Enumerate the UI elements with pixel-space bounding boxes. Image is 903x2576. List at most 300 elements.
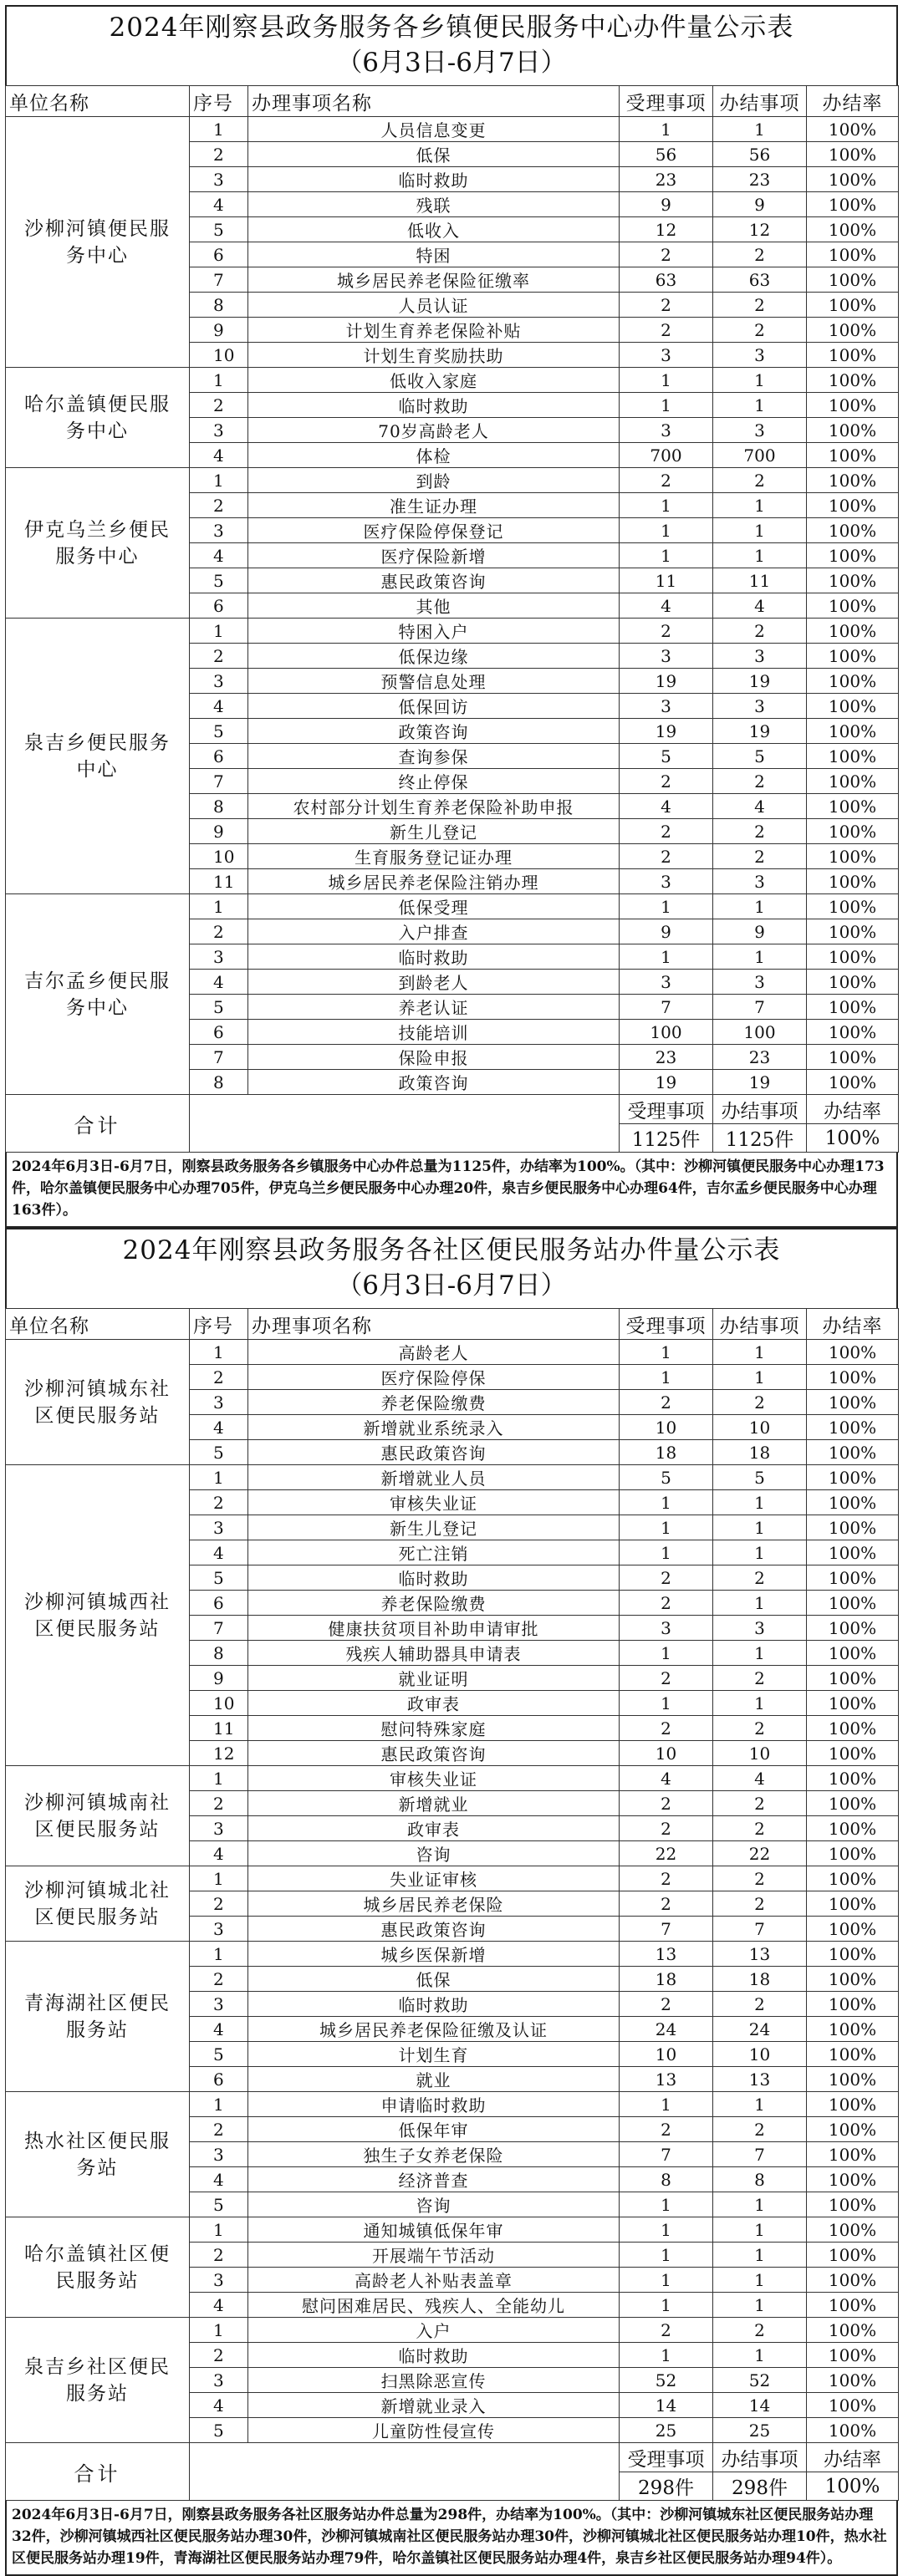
completion-rate: 100% [807, 2368, 899, 2393]
item-name: 养老保险缴费 [248, 1390, 620, 1415]
completion-rate: 100% [807, 2418, 899, 2443]
received-count: 10 [620, 1741, 713, 1766]
seq-number: 8 [190, 293, 248, 318]
item-name: 城乡居民养老保险征缴率 [248, 267, 620, 293]
seq-number: 9 [190, 318, 248, 343]
received-count: 10 [620, 2042, 713, 2067]
done-count: 3 [713, 694, 807, 719]
seq-number: 4 [190, 2167, 248, 2192]
unit-name: 沙柳河镇城南社区便民服务站 [6, 1766, 190, 1866]
total-received: 298件 [620, 2472, 713, 2501]
item-name: 人员信息变更 [248, 117, 620, 142]
seq-number: 3 [190, 2368, 248, 2393]
seq-number: 5 [190, 568, 248, 593]
received-count: 2 [620, 2117, 713, 2142]
done-count: 2 [713, 318, 807, 343]
total-done-header: 办结事项 [713, 1095, 807, 1124]
seq-number: 4 [190, 1415, 248, 1440]
completion-rate: 100% [807, 869, 899, 894]
done-count: 19 [713, 1070, 807, 1095]
done-count: 1 [713, 368, 807, 393]
seq-number: 1 [190, 117, 248, 142]
item-name: 申请临时救助 [248, 2092, 620, 2117]
done-count: 4 [713, 1766, 807, 1791]
item-name: 审核失业证 [248, 1766, 620, 1791]
item-name: 政策咨询 [248, 1070, 620, 1095]
completion-rate: 100% [807, 242, 899, 267]
item-name: 新增就业系统录入 [248, 1415, 620, 1440]
item-name: 入户排查 [248, 919, 620, 944]
received-count: 1 [620, 2092, 713, 2117]
done-count: 2 [713, 1390, 807, 1415]
completion-rate: 100% [807, 2293, 899, 2318]
completion-rate: 100% [807, 819, 899, 844]
done-count: 9 [713, 192, 807, 217]
done-count: 2 [713, 468, 807, 493]
completion-rate: 100% [807, 468, 899, 493]
received-count: 1 [620, 543, 713, 568]
completion-rate: 100% [807, 719, 899, 744]
seq-number: 2 [190, 2243, 248, 2268]
item-name: 准生证办理 [248, 493, 620, 518]
done-count: 2 [713, 242, 807, 267]
item-name: 城乡居民养老保险征缴及认证 [248, 2017, 620, 2042]
completion-rate: 100% [807, 1967, 899, 1992]
received-count: 1 [620, 1540, 713, 1565]
item-name: 低收入家庭 [248, 368, 620, 393]
header-item: 办理事项名称 [248, 86, 620, 117]
seq-number: 5 [190, 719, 248, 744]
item-name: 残疾人辅助器具申请表 [248, 1641, 620, 1666]
completion-rate: 100% [807, 1415, 899, 1440]
unit-name: 沙柳河镇城东社区便民服务站 [6, 1340, 190, 1465]
item-name: 低保 [248, 1967, 620, 1992]
done-count: 1 [713, 2268, 807, 2293]
received-count: 1 [620, 2268, 713, 2293]
received-count: 2 [620, 819, 713, 844]
received-count: 1 [620, 1641, 713, 1666]
seq-number: 10 [190, 844, 248, 869]
summary-note: 2024年6月3日-6月7日，刚察县政务服务各社区服务站办件总量为298件，办结率为100%。（其中：沙柳河镇城东社区便民服务站办理32件，沙柳河镇城西社区便民服务站办理30件，沙柳河镇城南社区便民服务站办理30件，沙柳河镇城北社区便民服务站办理10件，热水社区便民服务站办理19件，青海湖社区便民服务站办理79件，哈尔盖镇社区便民服务站办理4件，泉吉乡社区便民服务站办理94件）。 [5, 2501, 898, 2576]
completion-rate: 100% [807, 593, 899, 619]
item-name: 新增就业人员 [248, 1465, 620, 1490]
received-count: 3 [620, 970, 713, 995]
received-count: 7 [620, 995, 713, 1020]
seq-number: 3 [190, 669, 248, 694]
done-count: 1 [713, 1490, 807, 1515]
seq-number: 6 [190, 1591, 248, 1616]
done-count: 3 [713, 343, 807, 368]
completion-rate: 100% [807, 1540, 899, 1565]
header-row [6, 1309, 899, 1340]
seq-number: 8 [190, 1641, 248, 1666]
done-count: 2 [713, 1816, 807, 1841]
completion-rate: 100% [807, 1591, 899, 1616]
done-count: 3 [713, 869, 807, 894]
received-count: 100 [620, 1020, 713, 1045]
table-row [6, 468, 899, 493]
received-count: 1 [620, 1340, 713, 1365]
seq-number: 3 [190, 1515, 248, 1540]
seq-number: 5 [190, 2192, 248, 2217]
seq-number: 3 [190, 1390, 248, 1415]
done-count: 3 [713, 1616, 807, 1641]
seq-number: 5 [190, 1565, 248, 1591]
item-name: 计划生育 [248, 2042, 620, 2067]
table-row [6, 1465, 899, 1490]
done-count: 1 [713, 518, 807, 543]
seq-number: 5 [190, 2418, 248, 2443]
received-count: 23 [620, 167, 713, 192]
received-count: 2 [620, 242, 713, 267]
received-count: 1 [620, 2243, 713, 2268]
section-subtitle: （6月3日-6月7日） [5, 45, 898, 85]
total-header-row [6, 2443, 899, 2472]
item-name: 儿童防性侵宣传 [248, 2418, 620, 2443]
seq-number: 7 [190, 1616, 248, 1641]
seq-number: 7 [190, 1045, 248, 1070]
completion-rate: 100% [807, 192, 899, 217]
item-name: 就业 [248, 2067, 620, 2092]
done-count: 1 [713, 2243, 807, 2268]
done-count: 19 [713, 669, 807, 694]
received-count: 1 [620, 368, 713, 393]
seq-number: 6 [190, 744, 248, 769]
done-count: 7 [713, 995, 807, 1020]
total-header-row [6, 1095, 899, 1124]
section-title: 2024年刚察县政务服务各社区便民服务站办件量公示表 [5, 1228, 898, 1268]
received-count: 2 [620, 1390, 713, 1415]
done-count: 7 [713, 1917, 807, 1942]
seq-number: 2 [190, 1791, 248, 1816]
completion-rate: 100% [807, 167, 899, 192]
received-count: 2 [620, 1591, 713, 1616]
completion-rate: 100% [807, 2167, 899, 2192]
item-name: 开展端午节活动 [248, 2243, 620, 2268]
completion-rate: 100% [807, 970, 899, 995]
received-count: 18 [620, 1440, 713, 1465]
seq-number: 9 [190, 819, 248, 844]
completion-rate: 100% [807, 2192, 899, 2217]
table-row [6, 1766, 899, 1791]
seq-number: 1 [190, 1465, 248, 1490]
received-count: 9 [620, 192, 713, 217]
received-count: 1 [620, 1691, 713, 1716]
seq-number: 7 [190, 769, 248, 794]
unit-name: 哈尔盖镇便民服务中心 [6, 368, 190, 468]
received-count: 2 [620, 1816, 713, 1841]
item-name: 低保受理 [248, 894, 620, 919]
section-subtitle: （6月3日-6月7日） [5, 1268, 898, 1308]
completion-rate: 100% [807, 1045, 899, 1070]
seq-number: 4 [190, 2393, 248, 2418]
done-count: 2 [713, 2117, 807, 2142]
completion-rate: 100% [807, 1942, 899, 1967]
header-rate: 办结率 [807, 1309, 899, 1340]
seq-number: 6 [190, 2067, 248, 2092]
seq-number: 8 [190, 1070, 248, 1095]
total-rate-header: 办结率 [807, 1095, 899, 1124]
received-count: 2 [620, 293, 713, 318]
done-count: 2 [713, 1866, 807, 1891]
received-count: 52 [620, 2368, 713, 2393]
seq-number: 3 [190, 518, 248, 543]
received-count: 2 [620, 844, 713, 869]
completion-rate: 100% [807, 2092, 899, 2117]
item-name: 特困入户 [248, 619, 620, 644]
done-count: 1 [713, 2293, 807, 2318]
received-count: 1 [620, 2343, 713, 2368]
completion-rate: 100% [807, 418, 899, 443]
seq-number: 2 [190, 644, 248, 669]
completion-rate: 100% [807, 2017, 899, 2042]
done-count: 2 [713, 1992, 807, 2017]
seq-number: 10 [190, 343, 248, 368]
item-name: 保险申报 [248, 1045, 620, 1070]
completion-rate: 100% [807, 142, 899, 167]
received-count: 2 [620, 2318, 713, 2343]
done-count: 3 [713, 418, 807, 443]
done-count: 1 [713, 543, 807, 568]
item-name: 计划生育奖励扶助 [248, 343, 620, 368]
received-count: 23 [620, 1045, 713, 1070]
received-count: 4 [620, 1766, 713, 1791]
received-count: 2 [620, 1565, 713, 1591]
seq-number: 3 [190, 418, 248, 443]
seq-number: 1 [190, 1942, 248, 1967]
completion-rate: 100% [807, 1917, 899, 1942]
done-count: 1 [713, 1365, 807, 1390]
unit-name: 泉吉乡便民服务中心 [6, 619, 190, 894]
item-name: 新增就业录入 [248, 2393, 620, 2418]
completion-rate: 100% [807, 2318, 899, 2343]
done-count: 2 [713, 769, 807, 794]
done-count: 2 [713, 1666, 807, 1691]
completion-rate: 100% [807, 1716, 899, 1741]
completion-rate: 100% [807, 493, 899, 518]
received-count: 1 [620, 944, 713, 970]
item-name: 终止停保 [248, 769, 620, 794]
completion-rate: 100% [807, 1490, 899, 1515]
unit-name: 沙柳河镇便民服务中心 [6, 117, 190, 368]
seq-number: 5 [190, 995, 248, 1020]
item-name: 政审表 [248, 1691, 620, 1716]
received-count: 1 [620, 2192, 713, 2217]
received-count: 22 [620, 1841, 713, 1866]
received-count: 1 [620, 493, 713, 518]
done-count: 56 [713, 142, 807, 167]
seq-number: 4 [190, 192, 248, 217]
seq-number: 11 [190, 869, 248, 894]
done-count: 1 [713, 2192, 807, 2217]
done-count: 24 [713, 2017, 807, 2042]
completion-rate: 100% [807, 1365, 899, 1390]
done-count: 2 [713, 1791, 807, 1816]
completion-rate: 100% [807, 1791, 899, 1816]
table-row [6, 2318, 899, 2343]
completion-rate: 100% [807, 1070, 899, 1095]
header-done: 办结事项 [713, 86, 807, 117]
received-count: 24 [620, 2017, 713, 2042]
item-name: 惠民政策咨询 [248, 1917, 620, 1942]
total-rate: 100% [807, 2472, 899, 2501]
table-row [6, 1942, 899, 1967]
completion-rate: 100% [807, 443, 899, 468]
completion-rate: 100% [807, 995, 899, 1020]
received-count: 5 [620, 1465, 713, 1490]
table-row [6, 368, 899, 393]
item-name: 低保边缘 [248, 644, 620, 669]
total-rate-header: 办结率 [807, 2443, 899, 2472]
received-count: 18 [620, 1967, 713, 1992]
item-name: 技能培训 [248, 1020, 620, 1045]
done-count: 25 [713, 2418, 807, 2443]
received-count: 13 [620, 2067, 713, 2092]
total-blank [190, 2443, 620, 2501]
item-name: 查询参保 [248, 744, 620, 769]
table-row [6, 2217, 899, 2243]
seq-number: 4 [190, 443, 248, 468]
seq-number: 7 [190, 267, 248, 293]
seq-number: 2 [190, 393, 248, 418]
received-count: 25 [620, 2418, 713, 2443]
done-count: 1 [713, 1691, 807, 1716]
item-name: 通知城镇低保年审 [248, 2217, 620, 2243]
seq-number: 1 [190, 2092, 248, 2117]
total-rate: 100% [807, 1124, 899, 1153]
received-count: 2 [620, 1716, 713, 1741]
completion-rate: 100% [807, 543, 899, 568]
item-name: 咨询 [248, 1841, 620, 1866]
done-count: 3 [713, 970, 807, 995]
done-count: 1 [713, 2092, 807, 2117]
seq-number: 1 [190, 1340, 248, 1365]
received-count: 2 [620, 1992, 713, 2017]
seq-number: 6 [190, 242, 248, 267]
done-count: 14 [713, 2393, 807, 2418]
completion-rate: 100% [807, 393, 899, 418]
completion-rate: 100% [807, 2343, 899, 2368]
table-row [6, 1340, 899, 1365]
completion-rate: 100% [807, 1390, 899, 1415]
unit-name: 哈尔盖镇社区便民服务站 [6, 2217, 190, 2318]
completion-rate: 100% [807, 1565, 899, 1591]
completion-rate: 100% [807, 2268, 899, 2293]
header-seq: 序号 [190, 1309, 248, 1340]
completion-rate: 100% [807, 2393, 899, 2418]
completion-rate: 100% [807, 669, 899, 694]
table-row [6, 1866, 899, 1891]
done-count: 11 [713, 568, 807, 593]
item-name: 农村部分计划生育养老保险补助申报 [248, 794, 620, 819]
received-count: 3 [620, 694, 713, 719]
seq-number: 12 [190, 1741, 248, 1766]
item-name: 慰问困难居民、残疾人、全能幼儿 [248, 2293, 620, 2318]
item-name: 生育服务登记证办理 [248, 844, 620, 869]
item-name: 临时救助 [248, 2343, 620, 2368]
completion-rate: 100% [807, 1465, 899, 1490]
done-count: 4 [713, 794, 807, 819]
header-received: 受理事项 [620, 86, 713, 117]
seq-number: 2 [190, 919, 248, 944]
completion-rate: 100% [807, 644, 899, 669]
item-name: 政策咨询 [248, 719, 620, 744]
done-count: 22 [713, 1841, 807, 1866]
completion-rate: 100% [807, 919, 899, 944]
completion-rate: 100% [807, 217, 899, 242]
done-count: 1 [713, 2343, 807, 2368]
office-table [5, 1308, 899, 2501]
seq-number: 2 [190, 1490, 248, 1515]
total-label: 合计 [6, 2443, 190, 2501]
done-count: 1 [713, 393, 807, 418]
item-name: 城乡居民养老保险 [248, 1891, 620, 1917]
header-unit: 单位名称 [6, 1309, 190, 1340]
done-count: 2 [713, 619, 807, 644]
item-name: 政审表 [248, 1816, 620, 1841]
header-item: 办理事项名称 [248, 1309, 620, 1340]
completion-rate: 100% [807, 1741, 899, 1766]
total-done: 298件 [713, 2472, 807, 2501]
received-count: 63 [620, 267, 713, 293]
done-count: 19 [713, 719, 807, 744]
done-count: 5 [713, 744, 807, 769]
unit-name: 伊克乌兰乡便民服务中心 [6, 468, 190, 619]
item-name: 低保回访 [248, 694, 620, 719]
completion-rate: 100% [807, 568, 899, 593]
completion-rate: 100% [807, 2117, 899, 2142]
total-received: 1125件 [620, 1124, 713, 1153]
item-name: 其他 [248, 593, 620, 619]
completion-rate: 100% [807, 2142, 899, 2167]
item-name: 健康扶贫项目补助申请审批 [248, 1616, 620, 1641]
seq-number: 3 [190, 1816, 248, 1841]
done-count: 3 [713, 644, 807, 669]
done-count: 2 [713, 1565, 807, 1591]
item-name: 城乡医保新增 [248, 1942, 620, 1967]
section-1 [5, 5, 898, 1228]
received-count: 9 [620, 919, 713, 944]
completion-rate: 100% [807, 343, 899, 368]
done-count: 1 [713, 117, 807, 142]
received-count: 2 [620, 1666, 713, 1691]
done-count: 1 [713, 944, 807, 970]
item-name: 计划生育养老保险补贴 [248, 318, 620, 343]
completion-rate: 100% [807, 1440, 899, 1465]
done-count: 63 [713, 267, 807, 293]
seq-number: 4 [190, 543, 248, 568]
item-name: 惠民政策咨询 [248, 568, 620, 593]
item-name: 临时救助 [248, 393, 620, 418]
item-name: 失业证审核 [248, 1866, 620, 1891]
completion-rate: 100% [807, 2042, 899, 2067]
item-name: 独生子女养老保险 [248, 2142, 620, 2167]
item-name: 慰问特殊家庭 [248, 1716, 620, 1741]
seq-number: 4 [190, 2017, 248, 2042]
header-unit: 单位名称 [6, 86, 190, 117]
received-count: 1 [620, 1365, 713, 1390]
seq-number: 1 [190, 619, 248, 644]
item-name: 到龄老人 [248, 970, 620, 995]
completion-rate: 100% [807, 1340, 899, 1365]
received-count: 1 [620, 393, 713, 418]
done-count: 700 [713, 443, 807, 468]
item-name: 特困 [248, 242, 620, 267]
table-row [6, 117, 899, 142]
seq-number: 6 [190, 593, 248, 619]
unit-name: 沙柳河镇城西社区便民服务站 [6, 1465, 190, 1766]
item-name: 人员认证 [248, 293, 620, 318]
